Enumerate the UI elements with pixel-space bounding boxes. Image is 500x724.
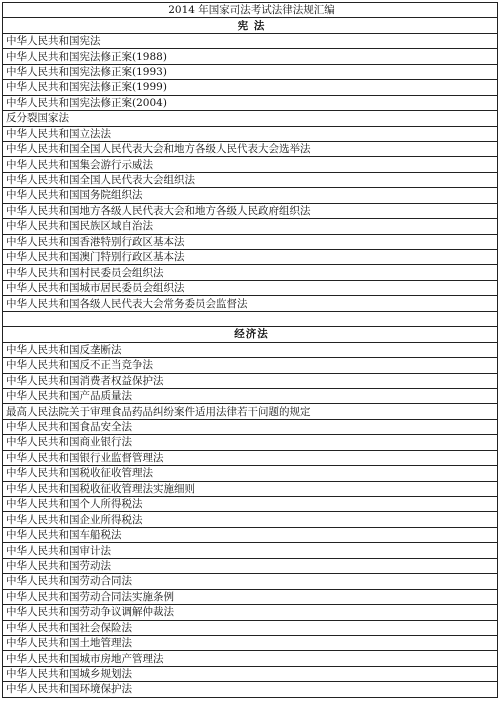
law-item: 中华人民共和国税收征收管理法 <box>3 466 498 481</box>
law-item: 中华人民共和国集会游行示威法 <box>3 157 498 172</box>
law-item: 反分裂国家法 <box>3 111 498 126</box>
law-row <box>3 682 498 697</box>
law-item: 中华人民共和国宪法修正案(2004) <box>3 95 498 110</box>
law-row <box>3 589 498 604</box>
law-item: 中华人民共和国香港特别行政区基本法 <box>3 234 498 249</box>
section-heading: 宪 法 <box>3 18 498 33</box>
law-item: 中华人民共和国劳动合同法实施条例 <box>3 589 498 604</box>
law-row <box>3 234 498 249</box>
law-item: 中华人民共和国宪法修正案(1999) <box>3 80 498 95</box>
law-item: 最高人民法院关于审理食品药品纠纷案件适用法律若干问题的规定 <box>3 404 498 419</box>
law-row <box>3 666 498 681</box>
law-item: 中华人民共和国村民委员会组织法 <box>3 265 498 280</box>
law-row <box>3 497 498 512</box>
law-row <box>3 250 498 265</box>
law-row <box>3 296 498 311</box>
law-item: 中华人民共和国环境保护法 <box>3 682 498 697</box>
section-heading: 经济法 <box>3 327 498 342</box>
law-item: 中华人民共和国劳动合同法 <box>3 574 498 589</box>
law-row <box>3 651 498 666</box>
law-row <box>3 141 498 156</box>
law-item: 中华人民共和国城市房地产管理法 <box>3 651 498 666</box>
law-item: 中华人民共和国立法法 <box>3 126 498 141</box>
section-heading-row <box>3 327 498 342</box>
law-item: 中华人民共和国劳动法 <box>3 558 498 573</box>
law-row <box>3 605 498 620</box>
law-row <box>3 388 498 403</box>
law-row <box>3 358 498 373</box>
law-row <box>3 111 498 126</box>
title-row <box>3 3 498 18</box>
law-row <box>3 543 498 558</box>
law-item: 中华人民共和国银行业监督管理法 <box>3 450 498 465</box>
law-item: 中华人民共和国消费者权益保护法 <box>3 373 498 388</box>
law-item: 中华人民共和国全国人民代表大会和地方各级人民代表大会选举法 <box>3 141 498 156</box>
law-item: 中华人民共和国国务院组织法 <box>3 188 498 203</box>
law-row <box>3 419 498 434</box>
law-row <box>3 558 498 573</box>
law-item: 中华人民共和国车船税法 <box>3 527 498 542</box>
law-item: 中华人民共和国企业所得税法 <box>3 512 498 527</box>
law-item: 中华人民共和国宪法 <box>3 33 498 48</box>
law-item: 中华人民共和国反垄断法 <box>3 342 498 357</box>
law-item: 中华人民共和国全国人民代表大会组织法 <box>3 172 498 187</box>
law-row <box>3 481 498 496</box>
law-row <box>3 64 498 79</box>
law-row <box>3 126 498 141</box>
law-row <box>3 203 498 218</box>
document-title: 2014 年国家司法考试法律法规汇编 <box>3 3 498 18</box>
law-item: 中华人民共和国澳门特别行政区基本法 <box>3 250 498 265</box>
law-item: 中华人民共和国产品质量法 <box>3 388 498 403</box>
law-row <box>3 219 498 234</box>
law-row <box>3 450 498 465</box>
law-item: 中华人民共和国城市居民委员会组织法 <box>3 280 498 295</box>
law-row <box>3 574 498 589</box>
law-item: 中华人民共和国各级人民代表大会常务委员会监督法 <box>3 296 498 311</box>
law-item: 中华人民共和国个人所得税法 <box>3 497 498 512</box>
law-row <box>3 512 498 527</box>
law-item: 中华人民共和国土地管理法 <box>3 635 498 650</box>
law-row <box>3 265 498 280</box>
spacer-cell <box>3 311 498 326</box>
section-heading-row <box>3 18 498 33</box>
law-row <box>3 80 498 95</box>
law-row <box>3 188 498 203</box>
law-list-table <box>2 2 498 698</box>
law-item: 中华人民共和国税收征收管理法实施细则 <box>3 481 498 496</box>
law-row <box>3 342 498 357</box>
law-list-body <box>3 3 498 698</box>
law-row <box>3 466 498 481</box>
law-item: 中华人民共和国地方各级人民代表大会和地方各级人民政府组织法 <box>3 203 498 218</box>
law-row <box>3 49 498 64</box>
law-item: 中华人民共和国反不正当竞争法 <box>3 358 498 373</box>
law-item: 中华人民共和国民族区域自治法 <box>3 219 498 234</box>
law-item: 中华人民共和国食品安全法 <box>3 419 498 434</box>
law-row <box>3 373 498 388</box>
law-row <box>3 33 498 48</box>
law-row <box>3 157 498 172</box>
law-row <box>3 435 498 450</box>
law-row <box>3 172 498 187</box>
law-row <box>3 527 498 542</box>
law-item: 中华人民共和国城乡规划法 <box>3 666 498 681</box>
law-item: 中华人民共和国商业银行法 <box>3 435 498 450</box>
law-item: 中华人民共和国审计法 <box>3 543 498 558</box>
law-row <box>3 635 498 650</box>
law-item: 中华人民共和国宪法修正案(1988) <box>3 49 498 64</box>
law-row <box>3 280 498 295</box>
law-row <box>3 95 498 110</box>
law-row <box>3 620 498 635</box>
law-item: 中华人民共和国宪法修正案(1993) <box>3 64 498 79</box>
law-item: 中华人民共和国社会保险法 <box>3 620 498 635</box>
spacer-row <box>3 311 498 326</box>
law-row <box>3 404 498 419</box>
law-item: 中华人民共和国劳动争议调解仲裁法 <box>3 605 498 620</box>
